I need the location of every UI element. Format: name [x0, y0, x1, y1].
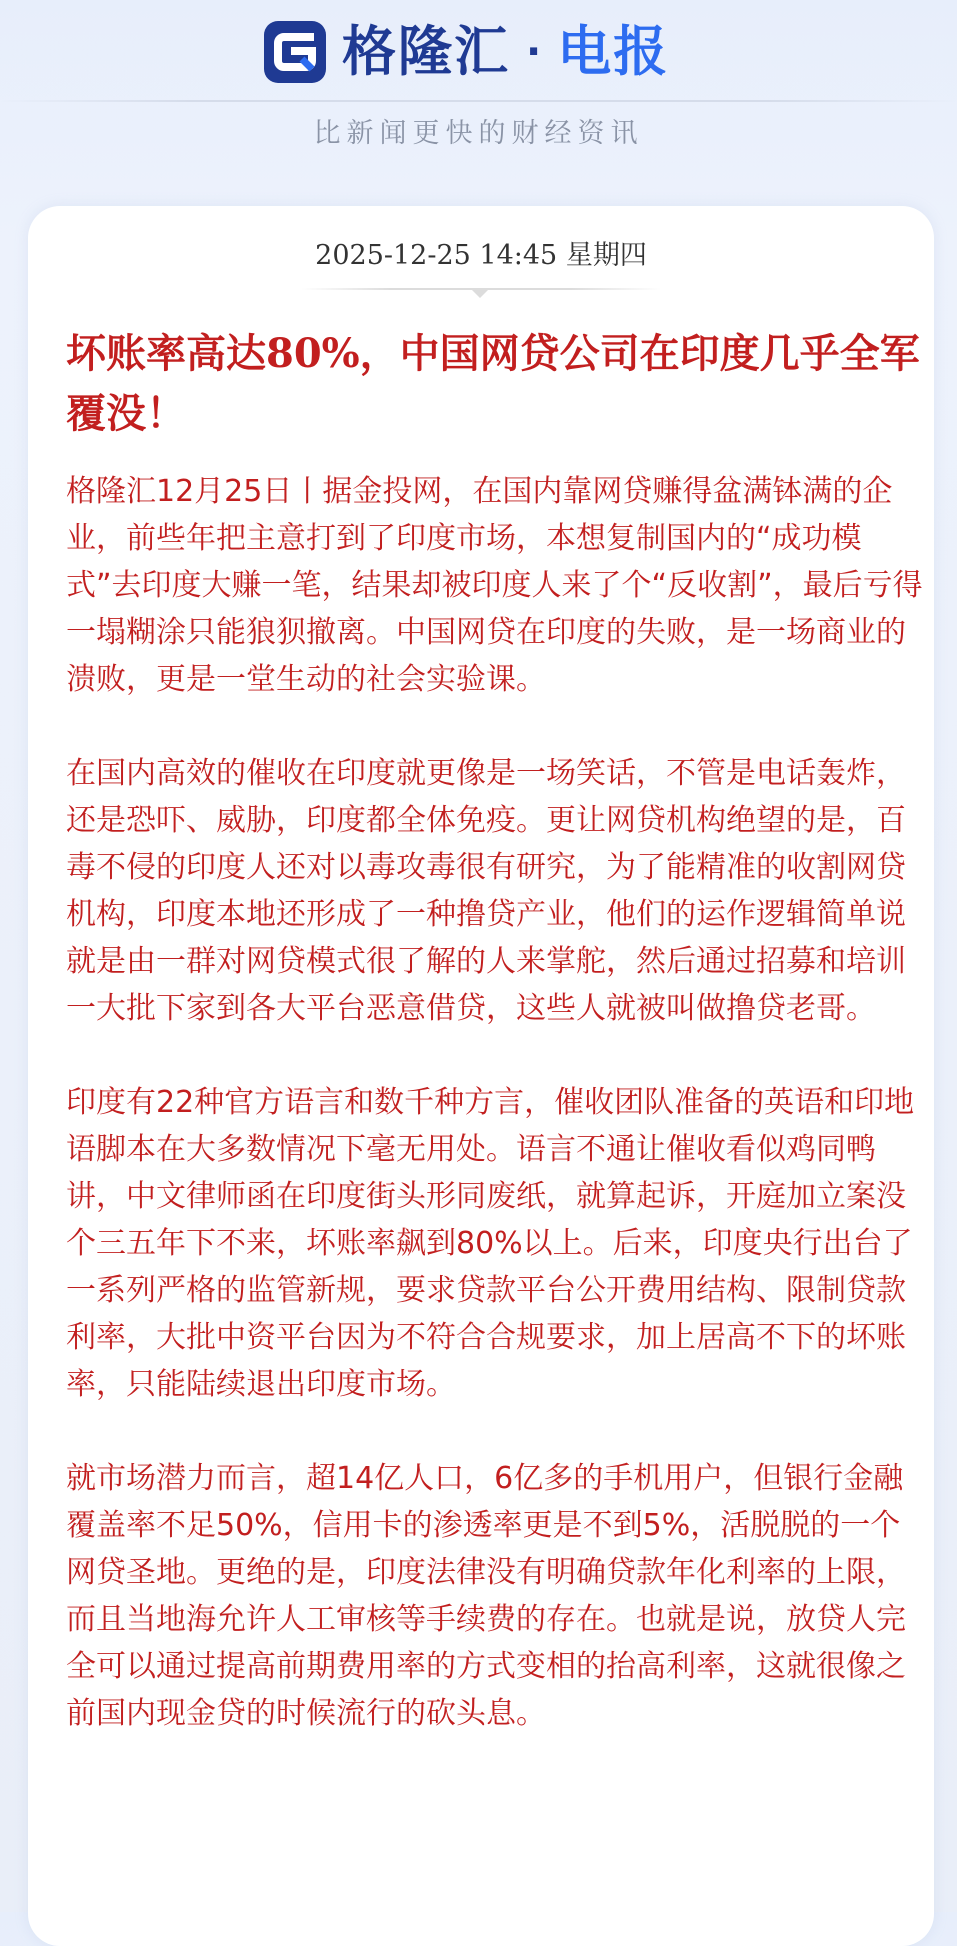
datetime-caret-icon: [471, 289, 489, 298]
header-divider: [0, 100, 957, 102]
article-body: [66, 468, 926, 1784]
article-paragraph: 就市场潜力而言，超14亿人口，6亿多的手机用户，但银行金融覆盖率不足50%，信用卡的渗透率更是不到5%，活脱脱的一个网贷圣地。更绝的是，印度法律没有明确贷款年化利率的上限，而且当地海允许人工审核等手续费的存在。也就是说，放贷人完全可以通过提高前期费用率的方式变相的抬高利率，这就很像之前国内现金贷的时候流行的砍头息。: [66, 1461, 906, 1731]
article-title: 坏账率高达80%，中国网贷公司在印度几乎全军覆没！: [66, 330, 920, 437]
app-header: [0, 0, 957, 200]
article-paragraph: 印度有22种官方语言和数千种方言，催收团队准备的英语和印地语脚本在大多数情况下毫无用处。语言不通让催收看似鸡同鸭讲，中文律师函在印度街头形同废纸，就算起诉，开庭加立案没个三五年下不来，坏账率飙到80%以上。后来，印度央行出台了一系列严格的监管新规，要求贷款平台公开费用结构、限制贷款利率，大批中资平台因为不符合合规要求，加上居高不下的坏账率，只能陆续退出印度市场。: [66, 1085, 915, 1402]
article-datetime: 2025-12-25 14:45 星期四: [315, 240, 647, 271]
product-name: 电报: [557, 20, 670, 83]
article-card: [28, 206, 934, 1946]
gelonghui-g-logo-icon: [262, 19, 328, 85]
article-paragraph: 在国内高效的催收在印度就更像是一场笑话，不管是电话轰炸，还是恐吓、威胁，印度都全体免疫。更让网贷机构绝望的是，百毒不侵的印度人还对以毒攻毒很有研究，为了能精准的收割网贷机构，印度本地还形成了一种撸贷产业，他们的运作逻辑简单说就是由一群对网贷模式很了解的人来掌舵，然后通过招募和培训一大批下家到各大平台恶意借贷，这些人就被叫做撸贷老哥。: [66, 756, 906, 1026]
slogan: 比新闻更快的财经资讯: [313, 118, 644, 149]
article-paragraph: 格隆汇12月25日丨据金投网，在国内靠网贷赚得盆满钵满的企业，前些年把主意打到了印度市场，本想复制国内的“成功模式”去印度大赚一笔，结果却被印度人来了个“反收割”，最后亏得一塌糊涂只能狼狈撤离。中国网贷在印度的失败，是一场商业的溃败，更是一堂生动的社会实验课。: [66, 474, 923, 697]
brand-separator: ·: [526, 29, 542, 75]
brand-logo[interactable]: [262, 12, 669, 92]
brand-name: 格隆汇: [342, 20, 510, 83]
